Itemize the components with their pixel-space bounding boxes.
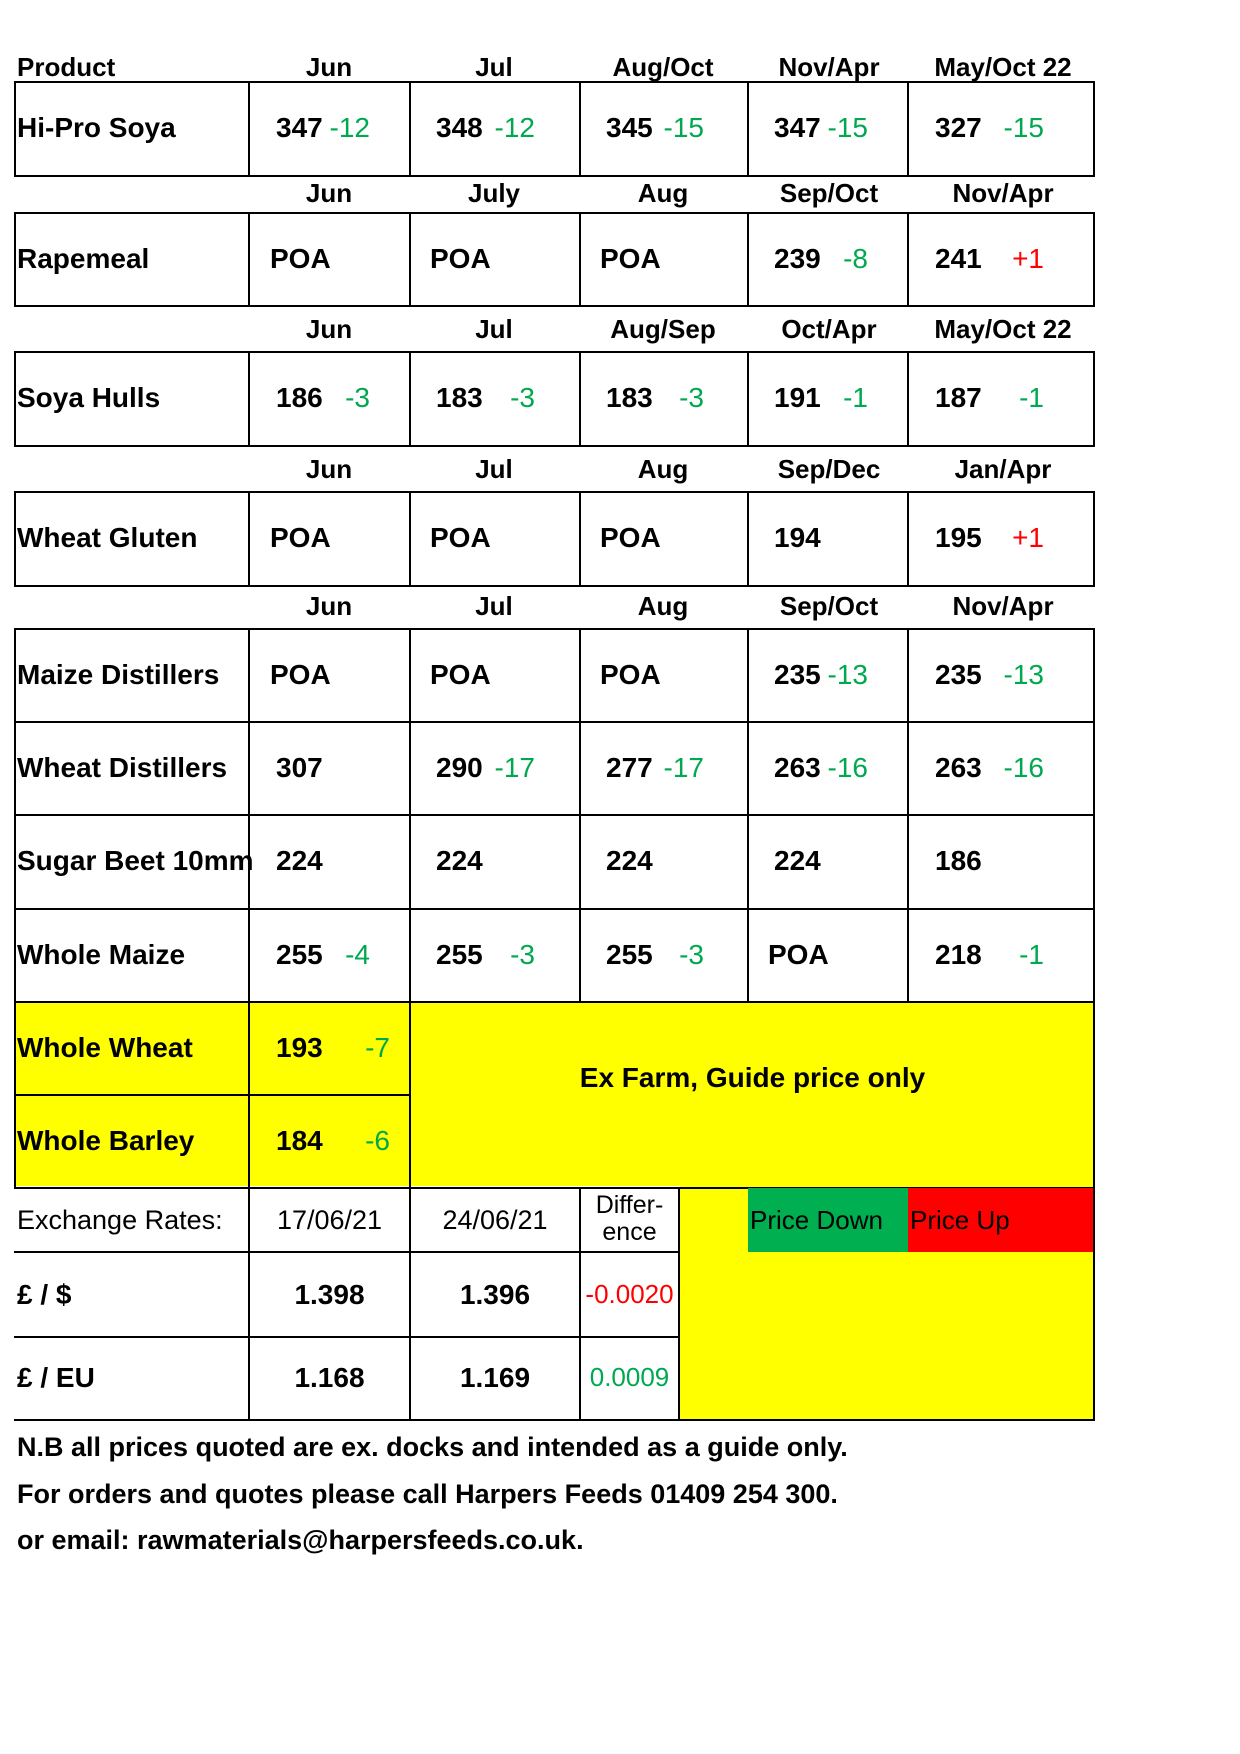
price-value: 347 bbox=[276, 112, 323, 143]
price-value: 224 bbox=[774, 845, 821, 876]
period-column-header: Aug bbox=[637, 454, 689, 484]
price-change: -15 bbox=[663, 112, 704, 143]
price-value: POA bbox=[430, 659, 491, 690]
column-divider bbox=[579, 908, 581, 1003]
product-name: Rapemeal bbox=[17, 243, 150, 274]
rate-value-2: 1.396 bbox=[459, 1279, 531, 1310]
period-column-header: Sep/Dec bbox=[777, 454, 881, 484]
price-value: 239 bbox=[774, 243, 821, 274]
column-divider bbox=[248, 81, 250, 177]
price-change: -3 bbox=[510, 382, 535, 413]
period-column-header: Jun bbox=[305, 591, 353, 621]
column-divider bbox=[409, 81, 411, 177]
price-value: POA bbox=[270, 522, 331, 553]
price-value: 193 bbox=[276, 1032, 323, 1063]
period-column-header: Sep/Oct bbox=[779, 178, 879, 208]
column-divider bbox=[409, 628, 411, 723]
price-value: 218 bbox=[935, 939, 982, 970]
price-value: POA bbox=[270, 659, 331, 690]
column-divider bbox=[248, 628, 250, 723]
legend-right-border bbox=[1093, 1187, 1095, 1421]
column-divider bbox=[579, 721, 581, 816]
price-change: -1 bbox=[1019, 939, 1044, 970]
column-divider bbox=[747, 628, 749, 723]
column-divider bbox=[409, 212, 411, 307]
price-value: POA bbox=[600, 243, 661, 274]
column-divider bbox=[579, 351, 581, 447]
rate-difference: -0.0020 bbox=[585, 1279, 674, 1309]
column-divider bbox=[907, 721, 909, 816]
exchange-date-1: 17/06/21 bbox=[276, 1205, 383, 1235]
product-name: Whole Maize bbox=[17, 939, 186, 970]
price-change: -1 bbox=[1019, 382, 1044, 413]
price-value: 183 bbox=[436, 382, 483, 413]
difference-label-line-2: ence bbox=[602, 1218, 657, 1246]
price-change: -12 bbox=[329, 112, 370, 143]
column-divider bbox=[409, 908, 411, 1003]
product-name: Whole Wheat bbox=[17, 1032, 193, 1063]
column-divider bbox=[747, 908, 749, 1003]
column-divider bbox=[907, 628, 909, 723]
column-divider bbox=[907, 814, 909, 910]
column-divider bbox=[747, 81, 749, 177]
price-value: 263 bbox=[774, 752, 821, 783]
product-name: Maize Distillers bbox=[17, 659, 220, 690]
price-value: POA bbox=[430, 243, 491, 274]
column-divider bbox=[747, 814, 749, 910]
price-change: -17 bbox=[663, 752, 704, 783]
price-change: +1 bbox=[1012, 243, 1044, 274]
price-value: 235 bbox=[935, 659, 982, 690]
period-column-header: July bbox=[467, 178, 521, 208]
period-column-header: Nov/Apr bbox=[952, 178, 1054, 208]
price-change: -3 bbox=[510, 939, 535, 970]
product-name: Whole Barley bbox=[17, 1125, 195, 1156]
price-change: -15 bbox=[1003, 112, 1044, 143]
column-divider bbox=[409, 721, 411, 816]
price-value: POA bbox=[270, 243, 331, 274]
price-change: -15 bbox=[827, 112, 868, 143]
period-column-header: Nov/Apr bbox=[952, 591, 1054, 621]
price-value: 255 bbox=[276, 939, 323, 970]
column-divider bbox=[747, 721, 749, 816]
exchange-divider bbox=[678, 1187, 680, 1421]
price-value: 186 bbox=[276, 382, 323, 413]
price-change: -16 bbox=[827, 752, 868, 783]
price-value: 241 bbox=[935, 243, 982, 274]
legend-price-up bbox=[908, 1188, 1093, 1252]
exchange-bottom-line bbox=[14, 1419, 1095, 1421]
price-change: -3 bbox=[679, 382, 704, 413]
period-column-header: Oct/Apr bbox=[781, 314, 877, 344]
price-value: 347 bbox=[774, 112, 821, 143]
product-column-header: Product bbox=[17, 52, 116, 82]
column-divider bbox=[579, 81, 581, 177]
price-value: 290 bbox=[436, 752, 483, 783]
period-column-header: Nov/Apr bbox=[778, 52, 880, 82]
price-value: 348 bbox=[436, 112, 483, 143]
period-column-header: Aug bbox=[637, 178, 689, 208]
price-change: -13 bbox=[827, 659, 868, 690]
price-value: 191 bbox=[774, 382, 821, 413]
period-column-header: Aug/Oct bbox=[612, 52, 714, 82]
column-divider bbox=[248, 212, 250, 307]
price-value: 255 bbox=[606, 939, 653, 970]
price-value: 194 bbox=[774, 522, 821, 553]
column-divider bbox=[409, 491, 411, 587]
price-value: POA bbox=[600, 659, 661, 690]
rate-value-2: 1.169 bbox=[459, 1362, 531, 1393]
price-value: 183 bbox=[606, 382, 653, 413]
column-divider bbox=[248, 721, 250, 816]
column-divider bbox=[579, 628, 581, 723]
period-column-header: Jun bbox=[305, 454, 353, 484]
price-change: -4 bbox=[345, 939, 370, 970]
price-value: 224 bbox=[276, 845, 323, 876]
price-value: 327 bbox=[935, 112, 982, 143]
price-value: 235 bbox=[774, 659, 821, 690]
column-divider bbox=[907, 908, 909, 1003]
period-column-header: Jul bbox=[475, 454, 513, 484]
note-line: or email: rawmaterials@harpersfeeds.co.uk. bbox=[17, 1525, 584, 1555]
table-row bbox=[14, 81, 1095, 177]
rate-difference: 0.0009 bbox=[589, 1362, 670, 1392]
rate-value-1: 1.398 bbox=[294, 1279, 365, 1310]
product-name: Wheat Distillers bbox=[17, 752, 228, 783]
period-column-header: Aug/Sep bbox=[610, 314, 716, 344]
ex-farm-cell bbox=[409, 1001, 1095, 1189]
price-value: 345 bbox=[606, 112, 653, 143]
column-divider bbox=[747, 212, 749, 307]
column-divider bbox=[409, 814, 411, 910]
price-value: 195 bbox=[935, 522, 982, 553]
period-column-header: Jul bbox=[475, 314, 513, 344]
difference-label bbox=[581, 1192, 678, 1246]
price-value: 184 bbox=[276, 1125, 323, 1156]
price-change: -1 bbox=[843, 382, 868, 413]
legend-price-down bbox=[748, 1188, 908, 1252]
price-change: -13 bbox=[1003, 659, 1044, 690]
price-change: -7 bbox=[365, 1032, 390, 1063]
exchange-rates-label: Exchange Rates: bbox=[17, 1205, 223, 1235]
period-column-header: Sep/Oct bbox=[779, 591, 879, 621]
product-name: Soya Hulls bbox=[17, 382, 161, 413]
legend-price-down-label: Price Down bbox=[750, 1205, 883, 1235]
table-row bbox=[14, 351, 1095, 447]
period-column-header: Jul bbox=[475, 591, 513, 621]
column-divider bbox=[747, 491, 749, 587]
price-value: POA bbox=[430, 522, 491, 553]
price-value: 277 bbox=[606, 752, 653, 783]
note-line: For orders and quotes please call Harpers Feeds 01409 254 300. bbox=[17, 1479, 838, 1509]
price-value: 263 bbox=[935, 752, 982, 783]
period-column-header: Jan/Apr bbox=[954, 454, 1052, 484]
column-divider bbox=[248, 908, 250, 1003]
period-column-header: Jun bbox=[305, 314, 353, 344]
column-divider bbox=[579, 212, 581, 307]
column-divider bbox=[248, 351, 250, 447]
period-column-header: Jul bbox=[475, 52, 513, 82]
period-column-header: Jun bbox=[305, 52, 353, 82]
product-name: Wheat Gluten bbox=[17, 522, 198, 553]
price-value: 307 bbox=[276, 752, 323, 783]
note-line: N.B all prices quoted are ex. docks and intended as a guide only. bbox=[17, 1432, 848, 1462]
period-column-header: Aug bbox=[637, 591, 689, 621]
column-divider bbox=[907, 212, 909, 307]
difference-label-line-1: Differ- bbox=[595, 1191, 664, 1219]
legend-price-up-label: Price Up bbox=[910, 1205, 1010, 1235]
table-row bbox=[14, 212, 1095, 307]
price-value: 224 bbox=[606, 845, 653, 876]
currency-pair: £ / $ bbox=[17, 1279, 72, 1310]
price-change: -16 bbox=[1003, 752, 1044, 783]
column-divider bbox=[907, 491, 909, 587]
price-change: +1 bbox=[1012, 522, 1044, 553]
price-value: POA bbox=[600, 522, 661, 553]
price-change: -3 bbox=[345, 382, 370, 413]
column-divider bbox=[409, 351, 411, 447]
product-name: Hi-Pro Soya bbox=[17, 112, 176, 143]
column-divider bbox=[579, 491, 581, 587]
product-name: Sugar Beet 10mm bbox=[17, 845, 254, 876]
column-divider bbox=[248, 491, 250, 587]
exchange-date-2: 24/06/21 bbox=[442, 1205, 548, 1235]
column-divider bbox=[907, 351, 909, 447]
price-value: 224 bbox=[436, 845, 483, 876]
ex-farm-note: Ex Farm, Guide price only bbox=[579, 1062, 926, 1093]
price-change: -8 bbox=[843, 243, 868, 274]
currency-pair: £ / EU bbox=[17, 1362, 95, 1393]
period-column-header: May/Oct 22 bbox=[934, 314, 1072, 344]
period-column-header: Jun bbox=[305, 178, 353, 208]
price-value: POA bbox=[768, 939, 829, 970]
price-change: -6 bbox=[365, 1125, 390, 1156]
column-divider bbox=[907, 81, 909, 177]
price-value: 187 bbox=[935, 382, 982, 413]
period-column-header: May/Oct 22 bbox=[934, 52, 1072, 82]
price-change: -17 bbox=[494, 752, 535, 783]
column-divider bbox=[579, 814, 581, 910]
price-change: -12 bbox=[494, 112, 535, 143]
price-change: -3 bbox=[679, 939, 704, 970]
price-value: 186 bbox=[935, 845, 982, 876]
rate-value-1: 1.168 bbox=[294, 1362, 365, 1393]
column-divider bbox=[747, 351, 749, 447]
price-value: 255 bbox=[436, 939, 483, 970]
